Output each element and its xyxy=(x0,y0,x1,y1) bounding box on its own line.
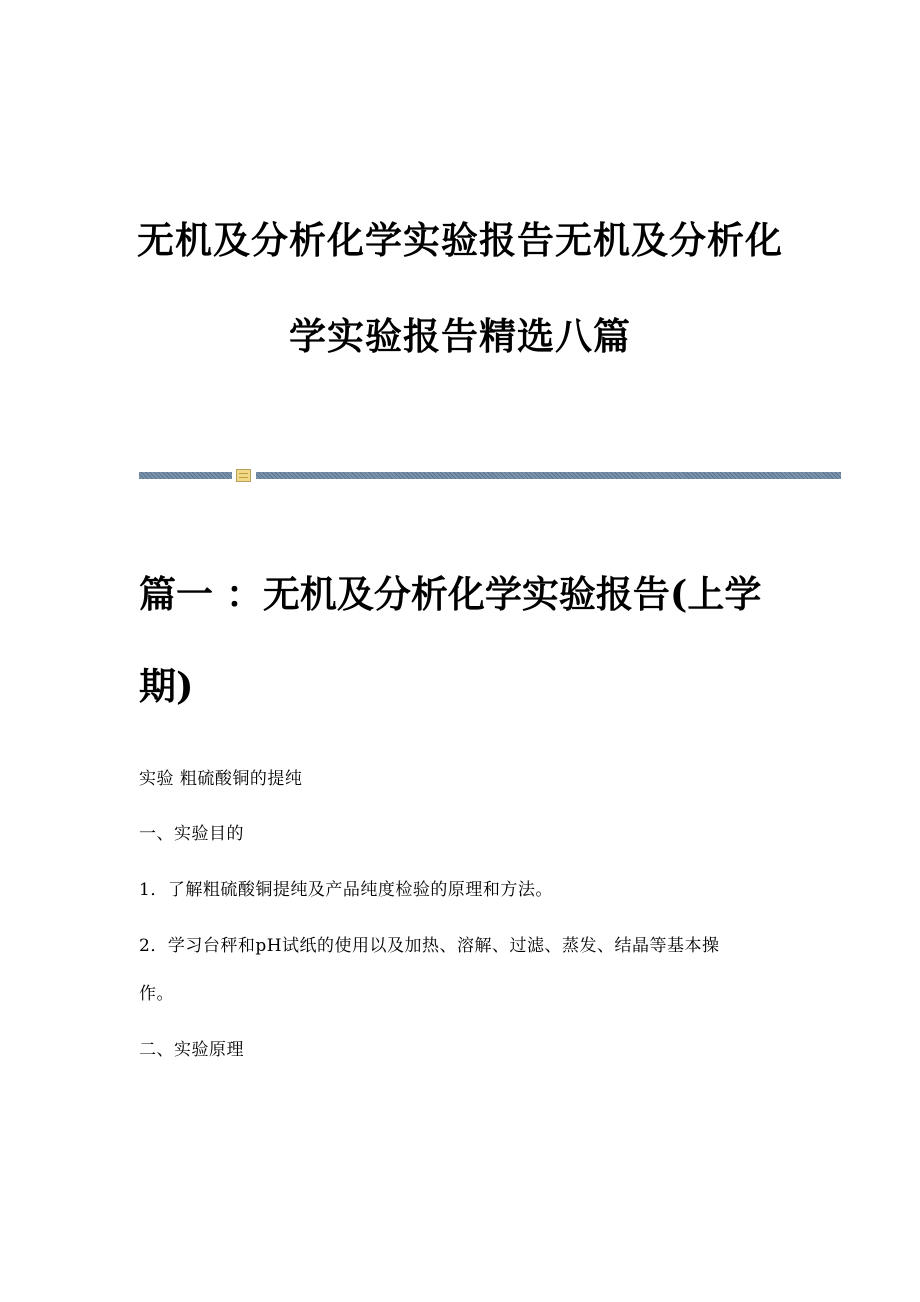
purpose-item-1: 1．了解粗硫酸铜提纯及产品纯度检验的原理和方法。 xyxy=(139,880,553,900)
divider-bar-left xyxy=(139,472,232,479)
decorative-divider xyxy=(139,469,841,483)
document-title-line-1: 无机及分析化学实验报告无机及分析化 xyxy=(137,218,783,262)
divider-bar-right xyxy=(256,472,841,479)
section-heading-line-2: 期) xyxy=(139,664,194,708)
purpose-item-2: 2．学习台秤和pH试纸的使用以及加热、溶解、过滤、蒸发、结晶等基本操 xyxy=(139,936,720,956)
subsection-heading-principle: 二、实验原理 xyxy=(139,1040,244,1060)
envelope-ornament-icon xyxy=(236,469,251,482)
document-title-line-2: 学实验报告精选八篇 xyxy=(289,314,631,358)
experiment-title: 实验 粗硫酸铜的提纯 xyxy=(139,769,303,789)
subsection-heading-purpose: 一、实验目的 xyxy=(139,824,244,844)
purpose-item-2-continued: 作。 xyxy=(139,984,174,1004)
section-heading-line-1: 篇一 ：无机及分析化学实验报告(上学 xyxy=(139,572,762,616)
